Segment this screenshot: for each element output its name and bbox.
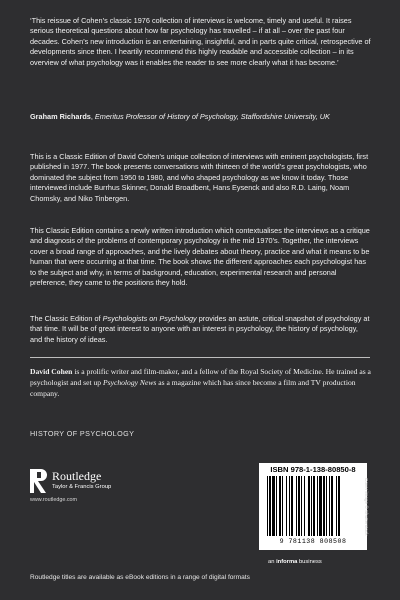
publisher-logo: [30, 467, 170, 507]
p3-text-before: The Classic Edition of: [30, 314, 103, 323]
author-bio: [30, 366, 372, 399]
publisher-url: www.routledge.com: [30, 497, 78, 503]
quote-author: Graham Richards: [30, 112, 91, 121]
routledge-r-logo-icon: [30, 469, 48, 493]
description-paragraph-2: This Classic Edition contains a newly written introduction which contextualises the interviews as a critique and diagnosis of the problems of contemporary psychology in the mid 1970’s. Together, the interviews cover a broad range of approaches, and the lively debates about theory, practice and what it means to be human that were occurring at that time. The book shows the different approaches each psychologist has to the subject and why, in terms of background, education, experimental research and personal preference, they came to the positions they hold.: [30, 226, 370, 288]
subject-category: HISTORY OF PSYCHOLOGY: [30, 429, 135, 438]
informa-brand: informa: [276, 559, 298, 565]
barcode-bars-icon: [265, 476, 361, 538]
ebook-footer: Routledge titles are available as eBook editions in a range of digital formats: [30, 574, 250, 581]
bio-text-before: is a prolific writer and film-maker, and a fellow of the Royal Society of Medicine. He trained as a psychologist and set up: [30, 367, 371, 387]
barcode-digits: 9 781138 808508: [279, 538, 347, 545]
divider: [30, 357, 370, 358]
endorsement-quote: ‘This reissue of Cohen’s classic 1976 collection of interviews is welcome, timely and useful. It raises serious theoretical questions about how far psychology has travelled – if at all – over the past four decades. Cohen’s new introduction is an entertaining, insightful, and in parts quite critical, retrospective of developments since then. I heartily recommend this highly readable and accessible collection – in its overview of what psychology was it enables the reader to see more clearly what it has become.’: [30, 16, 371, 67]
informa-prefix: an: [268, 559, 277, 565]
image-credit: Cover image © Shutterstock: [364, 478, 369, 536]
magazine-name: Psychology News: [102, 378, 157, 387]
publisher-group: Taylor & Francis Group: [52, 484, 112, 490]
description-paragraph-1: This is a Classic Edition of David Cohen’s unique collection of interviews with eminent psychologists, first published in 1977. The book presents conversations with thirteen of the world’s great psychologists, who dominated the subject from 1950 to 1980, and who shaped psychology as we know it today. Those interviewed include Burrhus Skinner, Donald Broadbent, Hans Eysenck and also R.D. Laing, Noam Chomsky, and Niko Tinbergen.: [30, 152, 369, 203]
book-title: Psychologists on Psychology: [102, 314, 197, 323]
p3-text-after: provides an astute, critical snapshot of psychology at that time. It will be of great interest to anyone with an interest in psychology, the history of psychology, and the history of ideas.: [30, 314, 370, 344]
isbn-label: ISBN 978-1-138-80850-8: [270, 465, 356, 474]
quote-affiliation: Emeritus Professor of History of Psychology, Staffordshire University, UK: [94, 112, 330, 121]
author-name: David Cohen: [30, 367, 73, 376]
informa-suffix: business: [297, 559, 322, 565]
barcode: [259, 463, 367, 550]
informa-tagline: [268, 559, 322, 565]
bio-text-after: as a magazine which has since become a film and TV production company.: [30, 378, 356, 398]
publisher-name: Routledge: [52, 469, 102, 483]
quote-attribution: Graham Richards, Emeritus Professor of History of Psychology, Staffordshire University, UK: [30, 112, 330, 121]
description-paragraph-3: [30, 314, 372, 345]
